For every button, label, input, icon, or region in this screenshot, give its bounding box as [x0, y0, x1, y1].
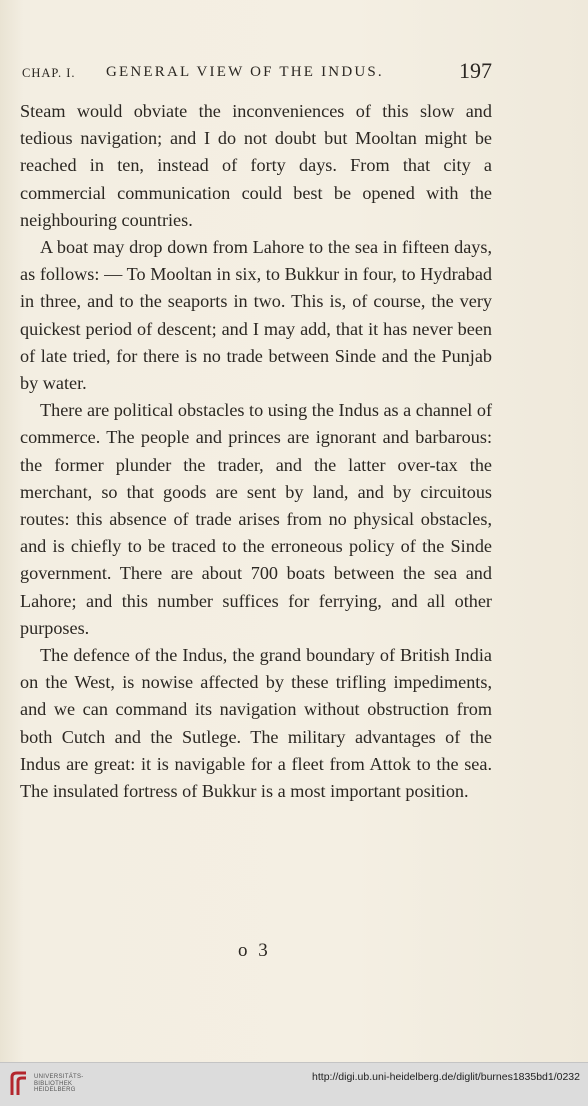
library-name: UNIVERSITÄTS- BIBLIOTHEK HEIDELBERG: [34, 1074, 84, 1093]
paragraph-3: There are political obstacles to using the Indus as a channel of commerce. The people and princes are ignorant and barbarous: the former plunder the trader, and the latter over-tax the merchant, so that goods are sent by land, and by circuitous routes: this absence of trade arises from no physical obstacles, and is chiefly to be traced to the erroneous policy of the Sinde government. There are about 700 boats between the sea and Lahore; and this number suffices for ferrying, and all other purposes.: [20, 400, 493, 638]
paragraph-2: A boat may drop down from Lahore to the sea in fifteen days, as follows: — To Mooltan in six, to Bukkur in four, to Hydrabad in three, and to the seaports in two. This is, of course, the very quickest period of descent; and I may add, that it has never been of late tried, for there is no trade between Sinde and the Punjab by water.: [20, 237, 492, 394]
heidelberg-library-logo-icon: [8, 1071, 30, 1097]
viewer-footer: [0, 1062, 588, 1106]
chapter-label: CHAP. I.: [22, 66, 76, 80]
page-number: 197: [459, 58, 492, 83]
signature-mark: o 3: [238, 940, 271, 961]
body-text: [20, 98, 492, 805]
paragraph-1: Steam would obviate the inconveniences of this slow and tedious navigation; and I do not doubt but Mooltan might be reached in ten, instead of forty days. From that city a commercial communication could best be opened with the neighbouring countries.: [20, 101, 492, 230]
source-url-link[interactable]: http://digi.ub.uni-heidelberg.de/diglit/burnes1835bd1/0232: [312, 1071, 580, 1083]
paragraph-4: The defence of the Indus, the grand boundary of British India on the West, is nowise affected by these trifling impediments, and we can command its navigation without obstruction from both Cutch and the Sutlege. The military advantages of the Indus are great: it is navigable for a fleet from Attok to the sea. The insulated fortress of Bukkur is a most important position.: [20, 645, 492, 802]
running-title: GENERAL VIEW OF THE INDUS.: [106, 64, 384, 80]
running-header: [22, 58, 492, 88]
